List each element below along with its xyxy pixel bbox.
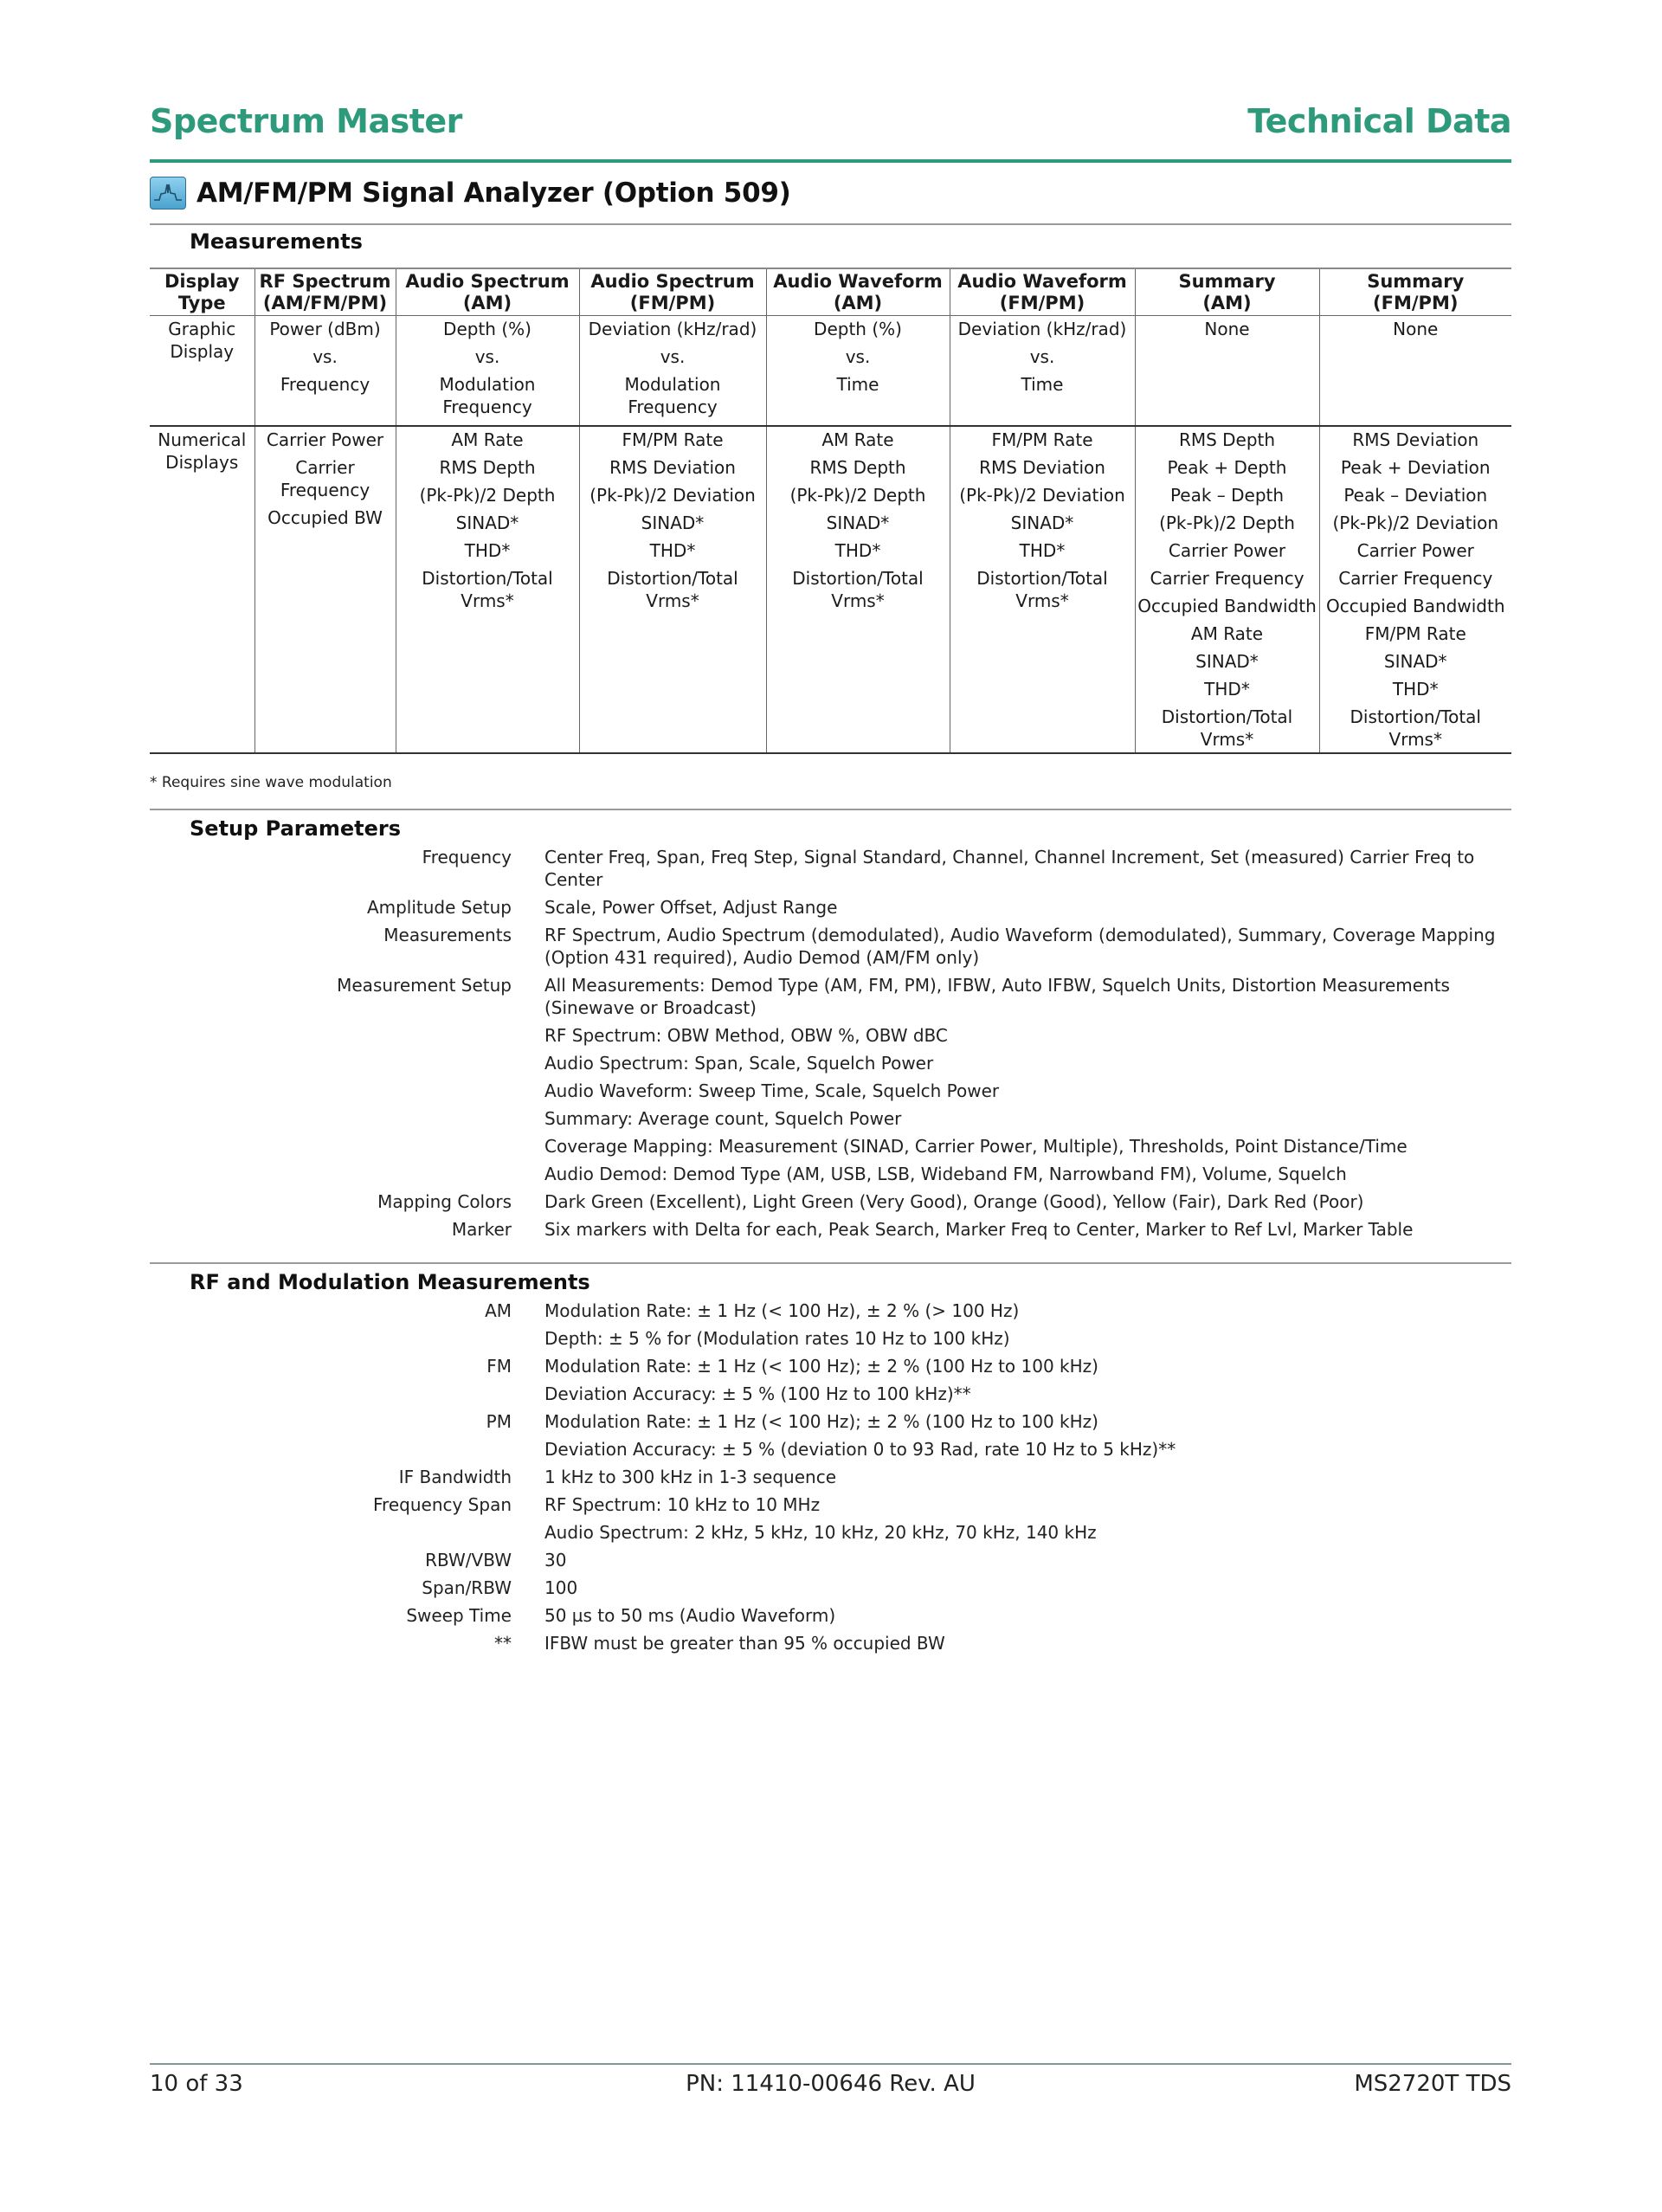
parameter-row	[150, 1355, 1511, 1405]
cell-item: RMS Depth	[1178, 429, 1276, 450]
cell-item: (Pk-Pk)/2 Depth	[419, 485, 556, 506]
cell-item: SINAD*	[826, 513, 890, 533]
parameter-label: Marker	[451, 1219, 512, 1240]
parameter-value-line: Six markers with Delta for each, Peak Search, Marker Freq to Center, Marker to Ref Lvl, Marker Table	[544, 1219, 1414, 1240]
parameter-label: **	[494, 1633, 512, 1654]
parameter-label: AM	[485, 1300, 512, 1321]
cell-item: Occupied Bandwidth	[1137, 596, 1317, 616]
table-cell	[396, 426, 579, 753]
table-cell	[254, 316, 396, 427]
section-heading	[150, 173, 790, 213]
cell-item: FM/PM Rate	[991, 429, 1093, 450]
table-footnote: * Requires sine wave modulation	[150, 774, 392, 791]
parameter-value-line: Depth: ± 5 % for (Modulation rates 10 Hz to 100 kHz)	[544, 1328, 1010, 1349]
parameter-row	[150, 1604, 1511, 1627]
parameter-value	[544, 1410, 1511, 1461]
cell-item: vs.	[474, 346, 500, 367]
column-header-line: Summary	[1178, 271, 1276, 292]
parameter-row	[150, 1549, 1511, 1571]
parameter-row	[150, 974, 1511, 1185]
column-header-line: (AM)	[1202, 293, 1252, 313]
cell-item: Carrier Power	[1168, 540, 1286, 561]
cell-item: RMS Depth	[809, 457, 906, 478]
parameter-value-line: 1 kHz to 300 kHz in 1-3 sequence	[544, 1467, 836, 1487]
rf-modulation-heading: RF and Modulation Measurements	[190, 1270, 590, 1294]
parameter-value-line: Modulation Rate: ± 1 Hz (< 100 Hz); ± 2 % (100 Hz to 100 kHz)	[544, 1411, 1098, 1432]
column-header	[950, 268, 1135, 316]
column-header-line: (FM/PM)	[629, 293, 716, 313]
parameter-value-line: Deviation Accuracy: ± 5 % (100 Hz to 100 kHz)**	[544, 1383, 971, 1404]
cell-item: SINAD*	[641, 513, 705, 533]
cell-item: None	[1204, 319, 1250, 339]
cell-item: Deviation (kHz/rad)	[957, 319, 1127, 339]
table-header-row	[150, 268, 1511, 316]
cell-item: Time	[1021, 374, 1064, 395]
parameter-value-line: Modulation Rate: ± 1 Hz (< 100 Hz), ± 2 % (> 100 Hz)	[544, 1300, 1020, 1321]
parameter-value-line: Modulation Rate: ± 1 Hz (< 100 Hz); ± 2 % (100 Hz to 100 kHz)	[544, 1356, 1098, 1377]
parameter-value	[544, 846, 1511, 891]
parameter-value	[544, 1632, 1511, 1654]
parameter-value-line: Deviation Accuracy: ± 5 % (deviation 0 to 93 Rad, rate 10 Hz to 5 kHz)**	[544, 1439, 1176, 1460]
table-row	[150, 316, 1511, 427]
column-header-line: (AM)	[833, 293, 883, 313]
column-header	[766, 268, 950, 316]
parameter-value	[544, 1493, 1511, 1544]
parameter-value-line: Summary: Average count, Squelch Power	[544, 1108, 902, 1129]
rf-modulation-list	[150, 1299, 1511, 1660]
table-cell	[766, 316, 950, 427]
parameter-row	[150, 924, 1511, 969]
row-label	[150, 316, 254, 427]
cell-item: RMS Deviation	[609, 457, 736, 478]
parameter-row	[150, 1190, 1511, 1213]
row-label-line: Numerical	[158, 429, 247, 450]
parameter-row	[150, 1466, 1511, 1488]
parameter-row	[150, 846, 1511, 891]
column-header	[1319, 268, 1511, 316]
cell-item: AM Rate	[451, 429, 524, 450]
column-header-line: (FM/PM)	[1373, 293, 1459, 313]
table-cell	[1319, 426, 1511, 753]
cell-item: THD*	[1019, 540, 1066, 561]
cell-item: FM/PM Rate	[1364, 623, 1466, 644]
column-header	[150, 268, 254, 316]
parameter-label: PM	[486, 1411, 512, 1432]
parameter-value-line: Audio Spectrum: 2 kHz, 5 kHz, 10 kHz, 20 kHz, 70 kHz, 140 kHz	[544, 1522, 1097, 1543]
cell-item: Time	[836, 374, 879, 395]
parameter-row	[150, 1218, 1511, 1241]
parameter-value-line: Audio Waveform: Sweep Time, Scale, Squelch Power	[544, 1080, 1000, 1101]
cell-item: AM Rate	[821, 429, 894, 450]
parameter-row	[150, 1299, 1511, 1350]
column-header	[1135, 268, 1319, 316]
measurements-heading: Measurements	[190, 229, 363, 254]
cell-item: Peak + Depth	[1167, 457, 1287, 478]
table-cell	[579, 316, 766, 427]
cell-item: Carrier Frequency	[1338, 568, 1493, 589]
cell-item: Distortion/Total Vrms*	[792, 568, 924, 611]
table-cell	[579, 426, 766, 753]
cell-item: None	[1393, 319, 1439, 339]
parameter-value	[544, 1299, 1511, 1350]
parameter-value	[544, 974, 1511, 1185]
table-cell	[950, 316, 1135, 427]
column-header-line: Display	[164, 271, 240, 292]
page-number: 10 of 33	[150, 2071, 243, 2097]
cell-item: AM Rate	[1190, 623, 1264, 644]
page-header	[150, 102, 1511, 154]
row-label-line: Display	[170, 341, 235, 362]
table-cell	[1319, 316, 1511, 427]
document-id: MS2720T TDS	[1354, 2071, 1511, 2097]
cell-item: FM/PM Rate	[622, 429, 724, 450]
cell-item: Occupied BW	[267, 507, 383, 528]
parameter-label: Mapping Colors	[377, 1191, 512, 1212]
parameter-value	[544, 1355, 1511, 1405]
parameter-value-line: 100	[544, 1577, 578, 1598]
cell-item: SINAD*	[455, 513, 519, 533]
cell-item: Peak – Depth	[1169, 485, 1285, 506]
cell-item: Deviation (kHz/rad)	[588, 319, 757, 339]
row-label	[150, 426, 254, 753]
parameter-value	[544, 924, 1511, 969]
cell-item: THD*	[649, 540, 696, 561]
table-cell	[766, 426, 950, 753]
cell-item: Modulation Frequency	[439, 374, 536, 417]
parameter-value	[544, 896, 1511, 919]
parameter-value-line: Dark Green (Excellent), Light Green (Very Good), Orange (Good), Yellow (Fair), Dark Red (Poor)	[544, 1191, 1364, 1212]
parameter-value-line: RF Spectrum: 10 kHz to 10 MHz	[544, 1494, 821, 1515]
parameter-value-line: 50 µs to 50 ms (Audio Waveform)	[544, 1605, 836, 1626]
row-label-line: Displays	[165, 452, 239, 473]
table-cell	[1135, 426, 1319, 753]
cell-item: Carrier Power	[266, 429, 384, 450]
cell-item: SINAD*	[1010, 513, 1074, 533]
column-header-line: Summary	[1367, 271, 1465, 292]
cell-item: THD*	[834, 540, 881, 561]
section-divider	[150, 223, 1511, 225]
measurements-table	[150, 268, 1511, 754]
cell-item: Depth (%)	[443, 319, 531, 339]
column-header-line: (FM/PM)	[999, 293, 1085, 313]
parameter-label: Frequency Span	[373, 1494, 512, 1515]
column-header-line: (AM)	[462, 293, 512, 313]
column-header-line: RF Spectrum	[259, 271, 391, 292]
cell-item: Distortion/Total Vrms*	[607, 568, 738, 611]
parameter-value	[544, 1218, 1511, 1241]
section-divider	[150, 809, 1511, 810]
cell-item: Depth (%)	[814, 319, 902, 339]
cell-item: Carrier Frequency	[1150, 568, 1304, 589]
column-header-line: Audio Waveform	[957, 271, 1127, 292]
setup-parameters-heading: Setup Parameters	[190, 816, 401, 841]
parameter-value	[544, 1190, 1511, 1213]
table-cell	[396, 316, 579, 427]
cell-item: THD*	[464, 540, 511, 561]
parameter-value-line: All Measurements: Demod Type (AM, FM, PM), IFBW, Auto IFBW, Squelch Units, Distortion Measurements (Sinewave or Broadcast)	[544, 975, 1450, 1018]
parameter-row	[150, 1577, 1511, 1599]
section-title: AM/FM/PM Signal Analyzer (Option 509)	[196, 177, 791, 209]
parameter-label: Measurement Setup	[337, 975, 512, 996]
cell-item: Power (dBm)	[269, 319, 381, 339]
parameter-label: Sweep Time	[406, 1605, 512, 1626]
column-header	[254, 268, 396, 316]
parameter-value	[544, 1549, 1511, 1571]
column-header	[579, 268, 766, 316]
parameter-value-line: RF Spectrum, Audio Spectrum (demodulated), Audio Waveform (demodulated), Summary, Coverage Mapping (Option 431 required), Audio Demod (AM/FM only)	[544, 925, 1496, 968]
cell-item: vs.	[845, 346, 871, 367]
parameter-value-line: IFBW must be greater than 95 % occupied BW	[544, 1633, 945, 1654]
parameter-value	[544, 1577, 1511, 1599]
cell-item: (Pk-Pk)/2 Depth	[789, 485, 926, 506]
cell-item: Distortion/Total Vrms*	[1350, 706, 1481, 750]
column-header-line: Type	[177, 293, 226, 313]
cell-item: THD*	[1204, 679, 1250, 700]
parameter-value-line: Audio Demod: Demod Type (AM, USB, LSB, Wideband FM, Narrowband FM), Volume, Squelch	[544, 1164, 1347, 1184]
cell-item: Peak + Deviation	[1340, 457, 1491, 478]
parameter-label: FM	[486, 1356, 512, 1377]
parameter-row	[150, 1410, 1511, 1461]
header-divider	[150, 159, 1511, 163]
column-header-line: Audio Waveform	[773, 271, 943, 292]
parameter-value-line: Scale, Power Offset, Adjust Range	[544, 897, 838, 918]
parameter-value-line: RF Spectrum: OBW Method, OBW %, OBW dBC	[544, 1025, 948, 1046]
table-row	[150, 426, 1511, 753]
column-header-line: Audio Spectrum	[405, 271, 570, 292]
cell-item: Carrier Power	[1356, 540, 1474, 561]
product-title: Spectrum Master	[150, 102, 462, 140]
setup-parameters-list	[150, 846, 1511, 1246]
column-header-line: (AM/FM/PM)	[262, 293, 388, 313]
parameter-label: Amplitude Setup	[366, 897, 512, 918]
parameter-value-line: 30	[544, 1550, 567, 1570]
cell-item: Distortion/Total Vrms*	[1161, 706, 1293, 750]
cell-item: Occupied Bandwidth	[1326, 596, 1505, 616]
column-header-line: Audio Spectrum	[590, 271, 755, 292]
parameter-label: RBW/VBW	[425, 1550, 512, 1570]
parameter-label: Measurements	[383, 925, 512, 945]
cell-item: RMS Deviation	[979, 457, 1105, 478]
cell-item: (Pk-Pk)/2 Depth	[1159, 513, 1295, 533]
parameter-row	[150, 1632, 1511, 1654]
section-divider	[150, 1262, 1511, 1264]
footer-divider	[150, 2063, 1511, 2065]
parameter-row	[150, 896, 1511, 919]
cell-item: (Pk-Pk)/2 Deviation	[1332, 513, 1499, 533]
parameter-value	[544, 1466, 1511, 1488]
parameter-row	[150, 1493, 1511, 1544]
cell-item: vs.	[312, 346, 338, 367]
table-cell	[950, 426, 1135, 753]
cell-item: Carrier Frequency	[280, 457, 370, 500]
parameter-value	[544, 1604, 1511, 1627]
cell-item: SINAD*	[1195, 651, 1259, 672]
cell-item: Frequency	[280, 374, 370, 395]
cell-item: Peak – Deviation	[1343, 485, 1488, 506]
parameter-label: Span/RBW	[422, 1577, 512, 1598]
column-header	[396, 268, 579, 316]
section-label: Technical Data	[1247, 102, 1511, 140]
row-label-line: Graphic	[168, 319, 236, 339]
cell-item: vs.	[1029, 346, 1055, 367]
cell-item: vs.	[660, 346, 686, 367]
cell-item: Distortion/Total Vrms*	[976, 568, 1108, 611]
cell-item: THD*	[1392, 679, 1439, 700]
cell-item: RMS Depth	[439, 457, 536, 478]
parameter-value-line: Audio Spectrum: Span, Scale, Squelch Power	[544, 1053, 934, 1074]
table-cell	[1135, 316, 1319, 427]
cell-item: RMS Deviation	[1352, 429, 1479, 450]
parameter-value-line: Coverage Mapping: Measurement (SINAD, Carrier Power, Multiple), Thresholds, Point Distance/Time	[544, 1136, 1408, 1157]
parameter-value-line: Center Freq, Span, Freq Step, Signal Standard, Channel, Channel Increment, Set (measured) Carrier Freq to Center	[544, 847, 1475, 890]
spectrum-analyzer-icon	[150, 177, 186, 210]
cell-item: Distortion/Total Vrms*	[422, 568, 553, 611]
cell-item: (Pk-Pk)/2 Deviation	[959, 485, 1125, 506]
parameter-label: Frequency	[422, 847, 512, 867]
table-cell	[254, 426, 396, 753]
cell-item: Modulation Frequency	[624, 374, 721, 417]
part-number: PN: 11410-00646 Rev. AU	[686, 2071, 976, 2097]
cell-item: SINAD*	[1383, 651, 1447, 672]
cell-item: (Pk-Pk)/2 Deviation	[589, 485, 756, 506]
parameter-label: IF Bandwidth	[398, 1467, 512, 1487]
